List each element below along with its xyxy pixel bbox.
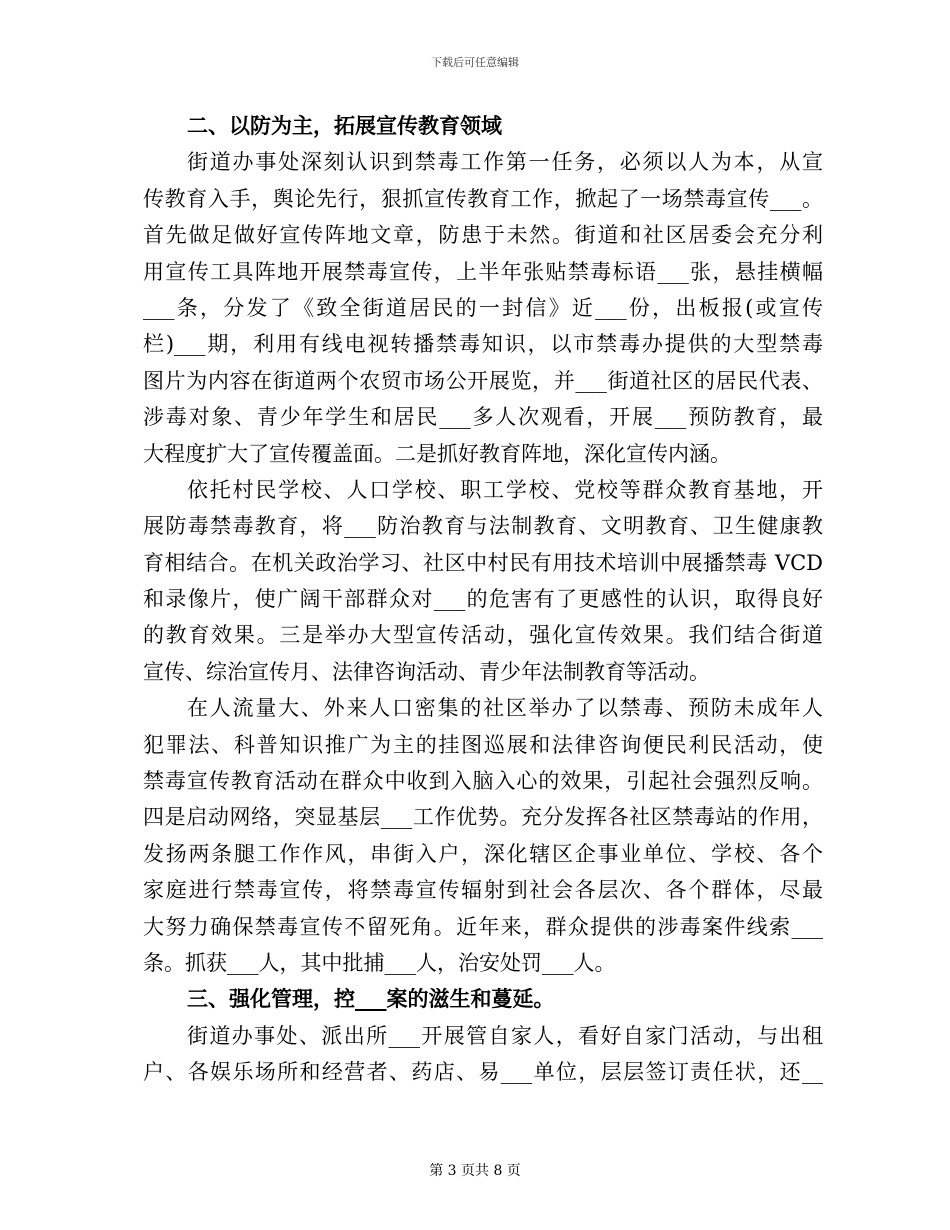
paragraph-line: 大努力确保禁毒宣传不留死角。近年来，群众提供的涉毒案件线索___ <box>143 914 823 939</box>
paragraph-line: 展防毒禁毒教育，将___防治教育与法制教育、文明教育、卫生健康教 <box>143 514 823 539</box>
paragraph-line: 犯罪法、科普知识推广为主的挂图巡展和法律咨询便民利民活动，使 <box>143 732 823 757</box>
paragraph-line: 在人流量大、外来人口密集的社区举办了以禁毒、预防未成年人 <box>187 696 823 721</box>
paragraph-line: 用宣传工具阵地开展禁毒宣传，上半年张贴禁毒标语___张，悬挂横幅 <box>143 259 823 284</box>
paragraph-line: 条。抓获___人，其中批捕___人，治安处罚___人。 <box>143 950 616 975</box>
paragraph-line: 首先做足做好宣传阵地文章，防患于未然。街道和社区居委会充分利 <box>143 223 823 248</box>
paragraph-line: 涉毒对象、青少年学生和居民___多人次观看，开展___预防教育，最 <box>143 405 823 430</box>
paragraph-line: 街道办事处深刻认识到禁毒工作第一任务，必须以人为本，从宣 <box>187 150 823 175</box>
paragraph-line: 传教育入手，舆论先行，狠抓宣传教育工作，掀起了一场禁毒宣传___。 <box>143 186 823 211</box>
paragraph-line: 宣传、综治宣传月、法律咨询活动、青少年法制教育等活动。 <box>143 659 710 684</box>
paragraph-line: 大程度扩大了宣传覆盖面。二是抓好教育阵地，深化宣传内涵。 <box>143 441 731 466</box>
paragraph-line: 和录像片，使广阔干部群众对___的危害有了更感性的认识，取得良好 <box>143 587 823 612</box>
paragraph-line: 禁毒宣传教育活动在群众中收到入脑入心的效果，引起社会强烈反响。 <box>143 769 823 794</box>
paragraph-line: 依托村民学校、人口学校、职工学校、党校等群众教育基地，开 <box>187 477 823 502</box>
paragraph-line: 街道办事处、派出所___开展管自家人，看好自家门活动，与出租 <box>187 1023 823 1048</box>
section-heading: 三、强化管理，控___案的滋生和蔓延。 <box>187 986 555 1012</box>
page-footer: 第 3 页共 8 页 <box>429 1163 521 1179</box>
paragraph-line: 栏)___期，利用有线电视转播禁毒知识，以市禁毒办提供的大型禁毒 <box>143 332 823 357</box>
page-header: 下载后可任意编辑 <box>431 56 519 69</box>
section-heading: 二、以防为主，拓展宣传教育领域 <box>187 113 502 138</box>
paragraph-line: ___条，分发了《致全街道居民的一封信》近___份，出板报(或宣传 <box>143 295 823 320</box>
paragraph-line: 图片为内容在街道两个农贸市场公开展览，并___街道社区的居民代表、 <box>143 368 823 393</box>
paragraph-line: 育相结合。在机关政治学习、社区中村民有用技术培训中展播禁毒 VCD <box>143 550 823 575</box>
paragraph-line: 四是启动网络，突显基层___工作优势。充分发挥各社区禁毒站的作用， <box>143 805 823 830</box>
paragraph-line: 户、各娱乐场所和经营者、药店、易___单位，层层签订责任状，还__ <box>143 1060 823 1085</box>
paragraph-line: 的教育效果。三是举办大型宣传活动，强化宣传效果。我们结合街道 <box>143 623 823 648</box>
paragraph-line: 发扬两条腿工作作风，串街入户，深化辖区企事业单位、学校、各个 <box>143 841 823 866</box>
document-body <box>143 108 823 1091</box>
paragraph-line: 家庭进行禁毒宣传，将禁毒宣传辐射到社会各层次、各个群体，尽最 <box>143 878 823 903</box>
